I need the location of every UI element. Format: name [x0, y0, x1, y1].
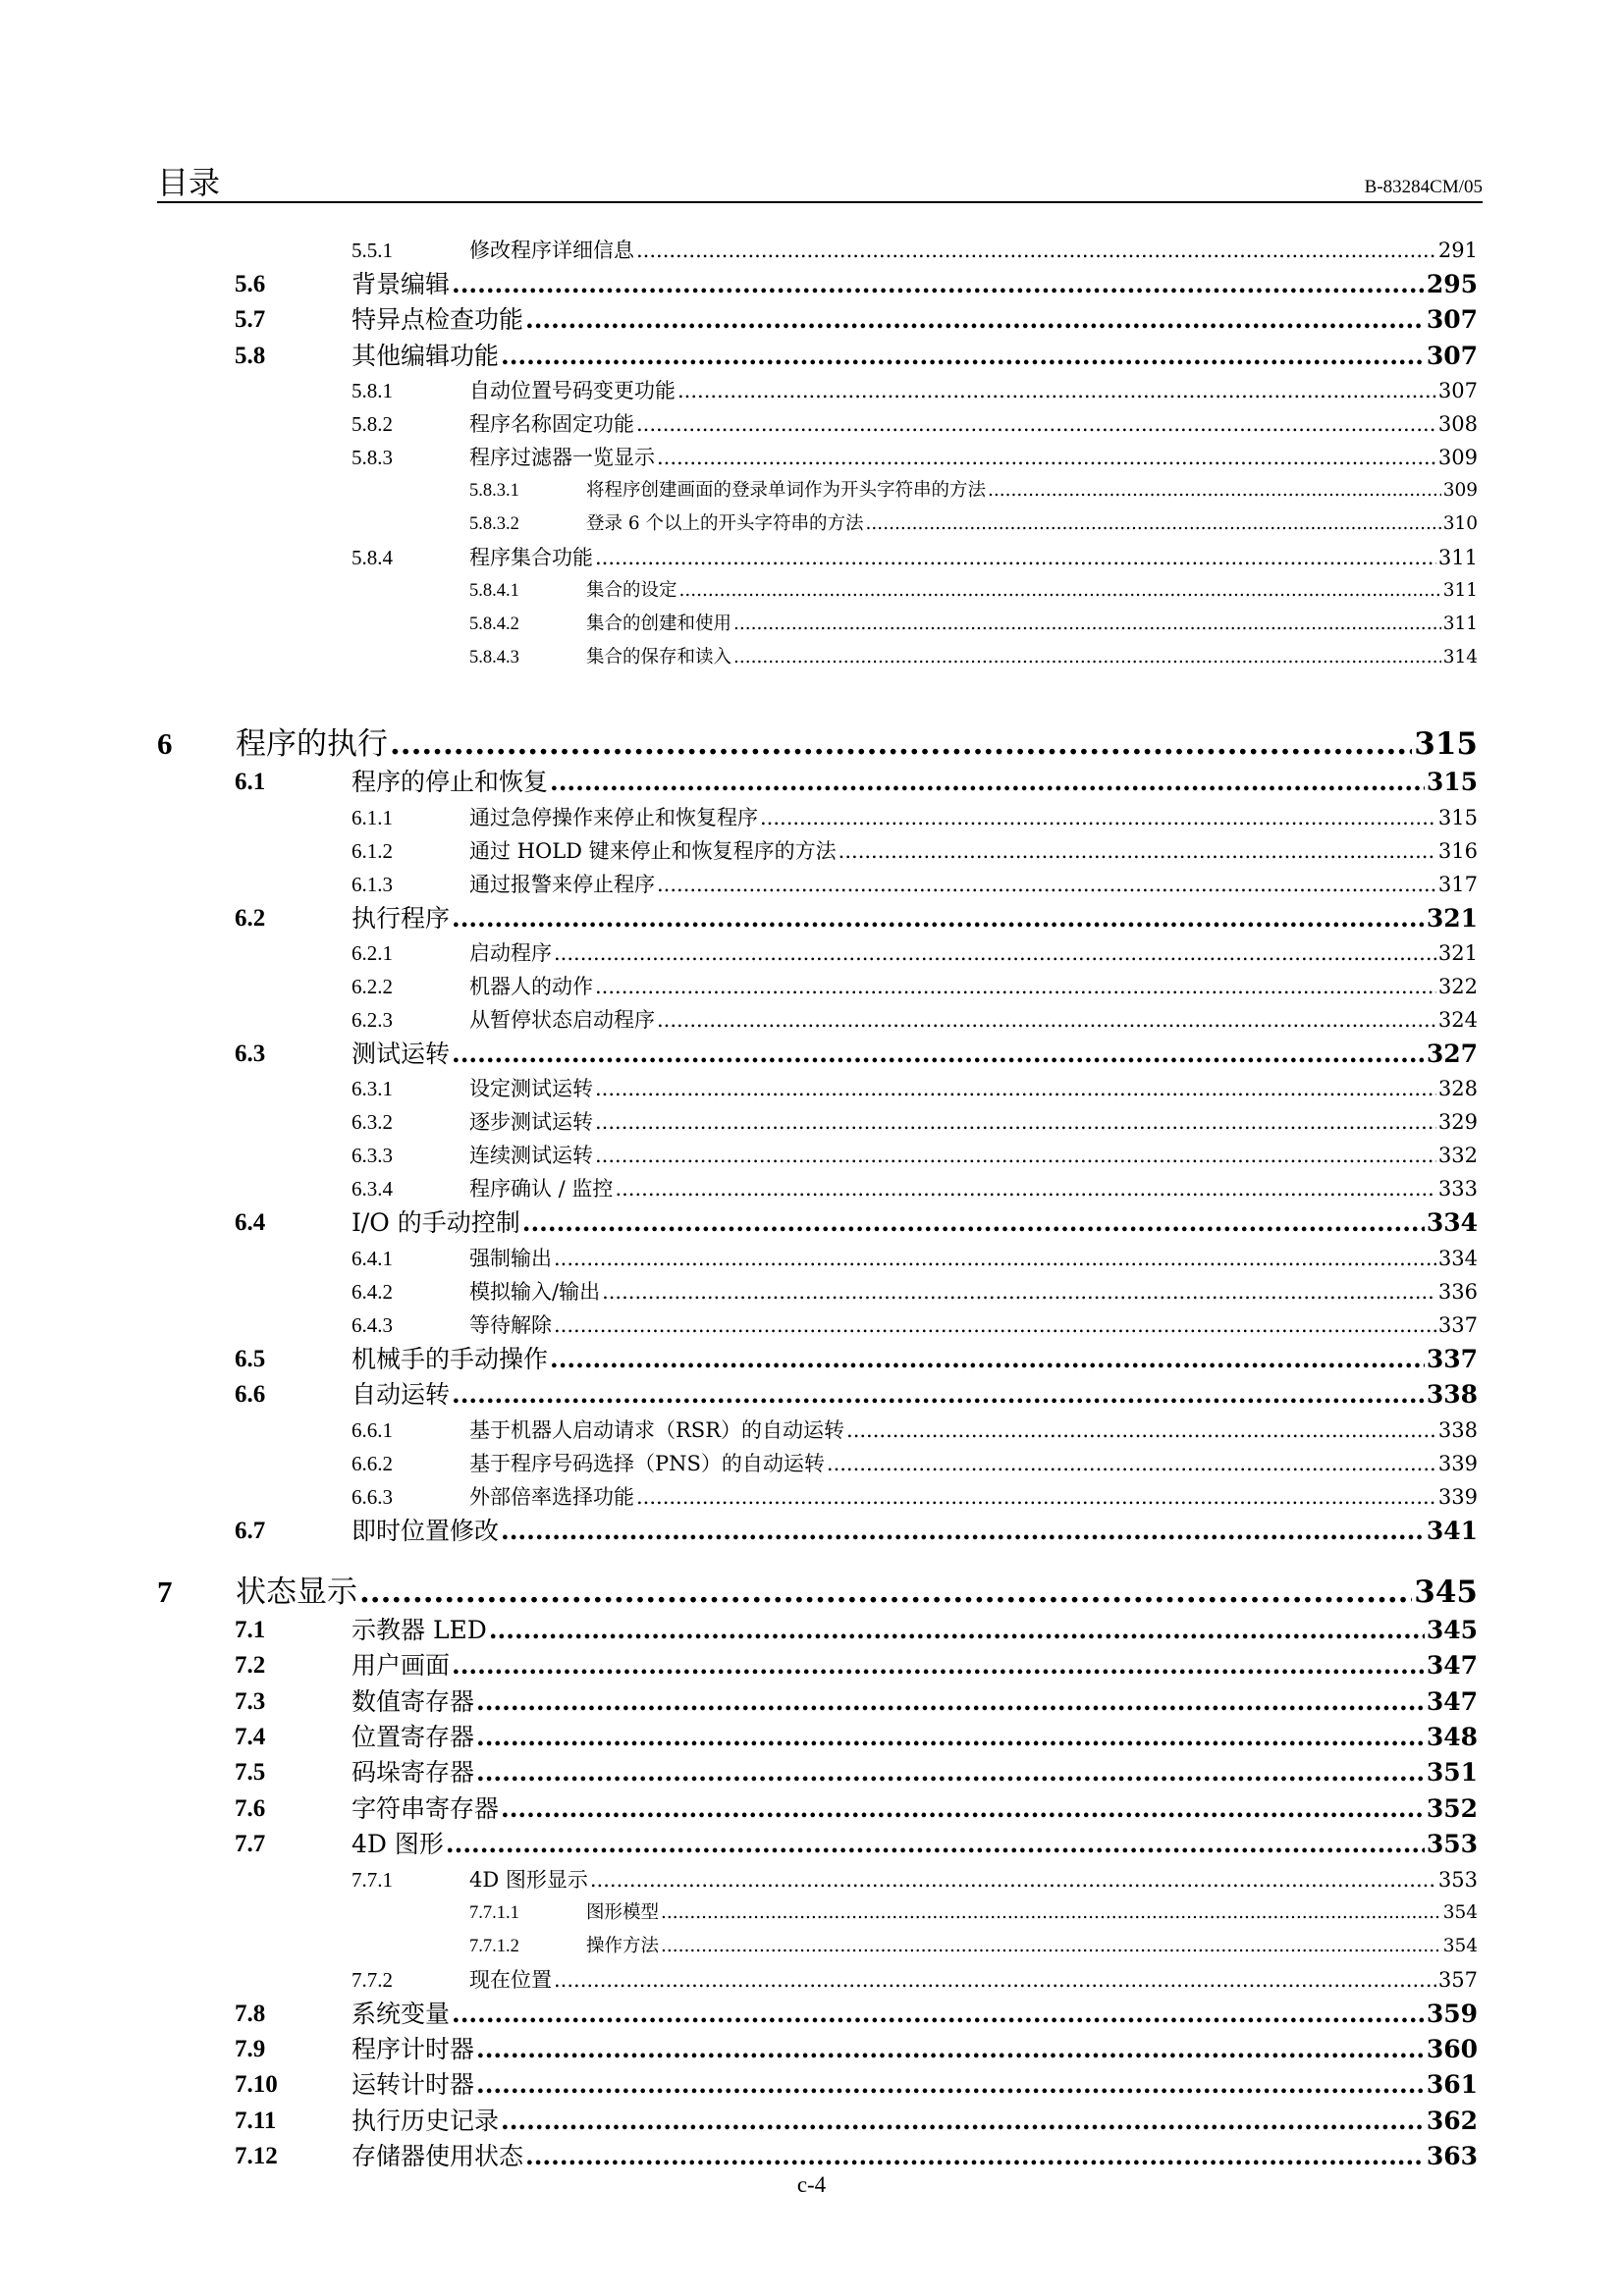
- toc-entry[interactable]: [157, 2032, 1478, 2067]
- toc-title: 执行历史记录: [352, 2106, 500, 2135]
- toc-page-number: 316: [1437, 838, 1478, 863]
- toc-title: 通过报警来停止程序: [469, 872, 655, 896]
- toc-page-number: 328: [1437, 1077, 1478, 1101]
- toc-dot-leader: [590, 1863, 1436, 1896]
- toc-page-number: 353: [1426, 1830, 1478, 1859]
- toc-number: 7.6: [235, 1794, 266, 1822]
- toc-title: 通过 HOLD 键来停止和恢复程序的方法: [469, 838, 837, 863]
- toc-page-number: 321: [1437, 940, 1478, 965]
- toc-page-number: 324: [1437, 1007, 1478, 1032]
- toc-entry[interactable]: [157, 2104, 1478, 2139]
- toc-title: 从暂停状态启动程序: [469, 1007, 655, 1032]
- toc-title: 特异点检查功能: [352, 305, 524, 335]
- toc-number: 6.7: [235, 1517, 266, 1544]
- toc-number: 7.7: [235, 1831, 266, 1858]
- toc-page-number: 332: [1437, 1144, 1478, 1168]
- toc-number: 6.3.2: [352, 1110, 393, 1135]
- toc-entry[interactable]: [157, 541, 1478, 574]
- toc-dot-leader: [452, 901, 1425, 936]
- toc-number: 7.4: [235, 1724, 266, 1751]
- toc-entry[interactable]: [157, 1172, 1478, 1205]
- toc-dot-leader: [489, 1613, 1425, 1648]
- toc-number: 5.8.4.1: [469, 581, 519, 602]
- toc-number: 5.8.3.2: [469, 514, 519, 535]
- toc-number: 7.3: [235, 1687, 266, 1715]
- toc-entry[interactable]: [157, 1037, 1478, 1072]
- toc-title: 程序计时器: [352, 2035, 475, 2064]
- toc-entry[interactable]: [157, 234, 1478, 267]
- toc-title: 自动位置号码变更功能: [469, 379, 676, 403]
- toc-title: 模拟输入/输出: [469, 1279, 601, 1304]
- toc-dot-leader: [501, 1514, 1425, 1549]
- toc-page-number: 315: [1414, 726, 1478, 763]
- toc-entry[interactable]: [157, 901, 1478, 936]
- toc-number: 7.8: [235, 2000, 266, 2027]
- toc-entry[interactable]: [157, 1242, 1478, 1275]
- toc-title: 集合的设定: [586, 580, 677, 602]
- toc-page-number: 307: [1437, 379, 1478, 403]
- toc-dot-leader: [733, 641, 1441, 674]
- toc-page-number: 348: [1426, 1723, 1478, 1752]
- toc-entry[interactable]: [157, 1414, 1478, 1447]
- toc-entry[interactable]: [157, 970, 1478, 1003]
- toc-dot-leader: [476, 1755, 1425, 1790]
- toc-entry[interactable]: [157, 1613, 1478, 1648]
- toc-page-number: 363: [1426, 2142, 1478, 2171]
- toc-title: 执行程序: [352, 903, 451, 933]
- toc-dot-leader: [554, 1963, 1436, 1997]
- toc-page-number: 354: [1442, 1901, 1478, 1923]
- toc-entry[interactable]: [157, 574, 1478, 608]
- toc-number: 6.2.2: [352, 974, 393, 998]
- toc-entry[interactable]: [157, 2067, 1478, 2103]
- toc-entry[interactable]: [157, 801, 1478, 834]
- toc-dot-leader: [595, 1105, 1436, 1139]
- toc-entry[interactable]: [157, 1863, 1478, 1896]
- toc-title: 运转计时器: [352, 2070, 475, 2100]
- toc-dot-leader: [390, 723, 1412, 765]
- toc-dot-leader: [661, 1930, 1441, 1963]
- toc-number: 6.3: [235, 1040, 266, 1067]
- toc-page-number: 310: [1442, 513, 1478, 535]
- toc-number: 5.8.4.2: [469, 614, 519, 635]
- toc-title: 4D 图形显示: [469, 1867, 588, 1892]
- toc-page-number: 308: [1437, 412, 1478, 437]
- toc-dot-leader: [452, 1037, 1425, 1072]
- toc-title: 用户画面: [352, 1651, 451, 1681]
- toc-dot-leader: [452, 267, 1425, 302]
- toc-dot-leader: [359, 1572, 1412, 1613]
- toc-entry[interactable]: [157, 1105, 1478, 1139]
- toc-dot-leader: [846, 1414, 1436, 1447]
- toc-number: 6.4.3: [352, 1312, 393, 1337]
- toc-title: 程序确认 / 监控: [469, 1177, 614, 1201]
- toc-dot-leader: [636, 407, 1436, 441]
- toc-dot-leader: [446, 1827, 1425, 1862]
- page-number: c-4: [796, 2172, 827, 2197]
- table-of-contents: [157, 234, 1478, 2175]
- toc-page-number: 337: [1437, 1312, 1478, 1337]
- toc-page-number: 334: [1426, 1208, 1478, 1238]
- toc-dot-leader: [595, 541, 1436, 574]
- toc-page-number: 307: [1426, 341, 1478, 370]
- toc-dot-leader: [602, 1275, 1436, 1308]
- toc-number: 6: [157, 726, 173, 762]
- toc-dot-leader: [866, 507, 1441, 541]
- toc-entry[interactable]: [157, 474, 1478, 507]
- toc-title: 程序名称固定功能: [469, 412, 634, 437]
- toc-entry[interactable]: [157, 1755, 1478, 1790]
- toc-number: 6.2.1: [352, 940, 393, 965]
- toc-dot-leader: [595, 970, 1436, 1003]
- toc-title: 操作方法: [586, 1935, 660, 1956]
- toc-page-number: 341: [1426, 1516, 1478, 1545]
- toc-page-number: 311: [1442, 614, 1478, 635]
- toc-number: 5.5.1: [352, 239, 393, 262]
- toc-title: 集合的创建和使用: [586, 614, 732, 635]
- toc-page-number: 307: [1426, 305, 1478, 335]
- toc-number: 6.1: [235, 769, 266, 796]
- toc-entry[interactable]: [157, 1139, 1478, 1172]
- toc-number: 6.2: [235, 904, 266, 932]
- toc-dot-leader: [679, 574, 1441, 608]
- toc-title: 将程序创建画面的登录单词作为开头字符串的方法: [586, 480, 987, 502]
- toc-title: 图形模型: [586, 1901, 660, 1923]
- toc-title: 基于程序号码选择（PNS）的自动运转: [469, 1451, 825, 1475]
- toc-number: 6.3.3: [352, 1144, 393, 1168]
- toc-title: 登录 6 个以上的开头字符串的方法: [586, 513, 864, 535]
- toc-page-number: 339: [1437, 1484, 1478, 1509]
- toc-chapter[interactable]: [157, 723, 1478, 765]
- toc-dot-leader: [615, 1172, 1435, 1205]
- toc-number: 5.8: [235, 342, 266, 369]
- toc-entry[interactable]: [157, 868, 1478, 901]
- toc-number: 6.4: [235, 1209, 266, 1237]
- toc-entry[interactable]: [157, 407, 1478, 441]
- toc-dot-leader: [657, 868, 1436, 901]
- toc-dot-leader: [525, 2139, 1425, 2174]
- toc-number: 6.1.1: [352, 805, 393, 829]
- toc-entry[interactable]: [157, 1447, 1478, 1480]
- toc-title: 强制输出: [469, 1246, 552, 1270]
- toc-entry[interactable]: [157, 1275, 1478, 1308]
- toc-page-number: 357: [1437, 1967, 1478, 1992]
- toc-number: 6.6: [235, 1381, 266, 1409]
- toc-entry[interactable]: [157, 2139, 1478, 2174]
- toc-dot-leader: [595, 1139, 1436, 1172]
- toc-title: 其他编辑功能: [352, 341, 500, 370]
- toc-entry[interactable]: [157, 1791, 1478, 1827]
- toc-number: 5.8.4: [352, 546, 393, 570]
- toc-number: 7.10: [235, 2071, 278, 2099]
- toc-page-number: 309: [1437, 446, 1478, 470]
- toc-page-number: 354: [1442, 1935, 1478, 1956]
- toc-number: 5.8.1: [352, 379, 393, 403]
- toc-dot-leader: [550, 1342, 1425, 1377]
- toc-dot-leader: [476, 1684, 1425, 1720]
- toc-page-number: 352: [1426, 1793, 1478, 1823]
- toc-number: 6.1.3: [352, 872, 393, 896]
- toc-page-number: 361: [1426, 2070, 1478, 2100]
- toc-title: 背景编辑: [352, 270, 451, 298]
- toc-title: 4D 图形: [352, 1830, 444, 1859]
- toc-chapter[interactable]: [157, 1572, 1478, 1613]
- toc-dot-leader: [760, 801, 1436, 834]
- toc-page-number: 351: [1426, 1758, 1478, 1788]
- toc-dot-leader: [657, 1003, 1436, 1037]
- toc-number: 7.12: [235, 2143, 278, 2170]
- toc-dot-leader: [525, 302, 1425, 338]
- toc-page-number: 347: [1426, 1686, 1478, 1716]
- toc-entry[interactable]: [157, 1514, 1478, 1549]
- toc-page-number: 339: [1437, 1451, 1478, 1475]
- toc-entry[interactable]: [157, 1997, 1478, 2032]
- toc-dot-leader: [550, 765, 1425, 800]
- toc-entry[interactable]: [157, 641, 1478, 674]
- toc-dot-leader: [827, 1447, 1436, 1480]
- toc-title: 机器人的动作: [469, 974, 593, 998]
- toc-page-number: 338: [1437, 1417, 1478, 1442]
- toc-page-number: 360: [1426, 2035, 1478, 2064]
- toc-dot-leader: [661, 1896, 1441, 1930]
- header-rule: [157, 201, 1483, 203]
- toc-title: 通过急停操作来停止和恢复程序: [469, 805, 758, 829]
- toc-page-number: 337: [1426, 1344, 1478, 1373]
- toc-page-number: 322: [1437, 974, 1478, 998]
- toc-number: 5.8.2: [352, 412, 393, 437]
- toc-entry[interactable]: [157, 1648, 1478, 1683]
- toc-number: 5.8.4.3: [469, 648, 519, 668]
- toc-dot-leader: [476, 2032, 1425, 2067]
- toc-dot-leader: [657, 441, 1436, 474]
- toc-page-number: 321: [1426, 903, 1478, 933]
- toc-entry[interactable]: [157, 1205, 1478, 1241]
- toc-number: 6.6.3: [352, 1484, 393, 1509]
- toc-number: 6.1.2: [352, 838, 393, 863]
- toc-title: 即时位置修改: [352, 1516, 500, 1545]
- toc-title: 存储器使用状态: [352, 2142, 524, 2171]
- toc-title: 自动运转: [352, 1380, 451, 1410]
- toc-dot-leader: [501, 1791, 1425, 1827]
- toc-page-number: 353: [1437, 1867, 1478, 1892]
- toc-entry[interactable]: [157, 1072, 1478, 1105]
- toc-number: 6.4.2: [352, 1279, 393, 1304]
- toc-title: 状态显示: [236, 1574, 357, 1610]
- toc-number: 6.3.1: [352, 1077, 393, 1101]
- toc-entry[interactable]: [157, 936, 1478, 970]
- toc-entry[interactable]: [157, 1342, 1478, 1377]
- toc-title: 集合的保存和读入: [586, 647, 732, 668]
- toc-number: 6.3.4: [352, 1177, 393, 1201]
- toc-title: 基于机器人启动请求（RSR）的自动运转: [469, 1417, 845, 1442]
- toc-entry[interactable]: [157, 1377, 1478, 1413]
- toc-page-number: 311: [1442, 580, 1478, 602]
- toc-dot-leader: [501, 339, 1425, 374]
- toc-entry[interactable]: [157, 834, 1478, 868]
- toc-number: 7.11: [235, 2107, 277, 2134]
- toc-dot-leader: [839, 834, 1436, 868]
- toc-entry[interactable]: [157, 507, 1478, 541]
- toc-title: 程序集合功能: [469, 546, 593, 570]
- toc-dot-leader: [988, 474, 1441, 507]
- toc-page-number: 334: [1437, 1246, 1478, 1270]
- toc-title: I/O 的手动控制: [352, 1208, 520, 1238]
- toc-dot-leader: [452, 1377, 1425, 1413]
- toc-number: 6.6.1: [352, 1417, 393, 1442]
- toc-dot-leader: [677, 374, 1436, 407]
- toc-entry[interactable]: [157, 608, 1478, 641]
- toc-title: 外部倍率选择功能: [469, 1484, 634, 1509]
- toc-title: 修改程序详细信息: [469, 239, 634, 262]
- toc-number: 6.5: [235, 1345, 266, 1372]
- toc-page-number: 295: [1426, 270, 1478, 298]
- toc-entry[interactable]: [157, 1827, 1478, 1862]
- toc-entry[interactable]: [157, 1930, 1478, 1963]
- toc-page-number: 317: [1437, 872, 1478, 896]
- toc-page-number: 345: [1426, 1615, 1478, 1644]
- toc-page-number: 315: [1437, 805, 1478, 829]
- toc-title: 等待解除: [469, 1312, 552, 1337]
- toc-page-number: 359: [1426, 1999, 1478, 2028]
- toc-dot-leader: [476, 2067, 1425, 2103]
- toc-title: 逐步测试运转: [469, 1110, 593, 1135]
- toc-title: 设定测试运转: [469, 1077, 593, 1101]
- toc-number: 6.2.3: [352, 1007, 393, 1032]
- toc-title: 字符串寄存器: [352, 1793, 500, 1823]
- toc-page-number: 315: [1426, 768, 1478, 797]
- toc-number: 7.7.1.1: [469, 1902, 519, 1923]
- toc-entry[interactable]: [157, 339, 1478, 374]
- toc-page-number: 309: [1442, 480, 1478, 502]
- toc-dot-leader: [476, 1720, 1425, 1755]
- toc-dot-leader: [452, 1648, 1425, 1683]
- document-code: B-83284CM/05: [1364, 177, 1483, 197]
- toc-number: 6.6.2: [352, 1451, 393, 1475]
- toc-page-number: 336: [1437, 1279, 1478, 1304]
- toc-entry[interactable]: [157, 302, 1478, 338]
- toc-title: 程序过滤器一览显示: [469, 446, 655, 470]
- toc-dot-leader: [636, 1480, 1436, 1514]
- toc-dot-leader: [636, 234, 1436, 267]
- toc-dot-leader: [522, 1205, 1425, 1241]
- toc-number: 7.1: [235, 1616, 266, 1643]
- toc-entry[interactable]: [157, 1896, 1478, 1930]
- toc-title: 示教器 LED: [352, 1615, 487, 1644]
- toc-dot-leader: [554, 1242, 1436, 1275]
- toc-title: 机械手的手动操作: [352, 1344, 549, 1373]
- toc-dot-leader: [452, 1997, 1425, 2032]
- toc-entry[interactable]: [157, 441, 1478, 474]
- toc-title: 现在位置: [469, 1967, 552, 1992]
- toc-page-number: 291: [1437, 239, 1478, 262]
- toc-number: 7: [157, 1574, 173, 1609]
- toc-entry[interactable]: [157, 1963, 1478, 1997]
- toc-page-number: 362: [1426, 2106, 1478, 2135]
- toc-title: 位置寄存器: [352, 1723, 475, 1752]
- toc-number: 7.9: [235, 2036, 266, 2063]
- toc-title: 系统变量: [352, 1999, 451, 2028]
- toc-title: 程序的执行: [236, 726, 388, 763]
- toc-title: 数值寄存器: [352, 1686, 475, 1716]
- toc-number: 7.7.2: [352, 1967, 393, 1992]
- toc-dot-leader: [554, 1308, 1436, 1342]
- toc-page-number: 329: [1437, 1110, 1478, 1135]
- toc-dot-leader: [595, 1072, 1436, 1105]
- toc-title: 测试运转: [352, 1039, 451, 1068]
- toc-number: 7.7.1.2: [469, 1936, 519, 1956]
- toc-entry[interactable]: [157, 267, 1478, 302]
- toc-page-number: 333: [1437, 1177, 1478, 1201]
- toc-entry[interactable]: [157, 765, 1478, 800]
- toc-dot-leader: [554, 936, 1436, 970]
- toc-title: 程序的停止和恢复: [352, 768, 549, 797]
- toc-page-number: 327: [1426, 1039, 1478, 1068]
- toc-entry[interactable]: [157, 1308, 1478, 1342]
- toc-number: 7.7.1: [352, 1867, 393, 1892]
- toc-title: 码垛寄存器: [352, 1758, 475, 1788]
- toc-title: 连续测试运转: [469, 1144, 593, 1168]
- toc-dot-leader: [733, 608, 1441, 641]
- toc-page-number: 338: [1426, 1380, 1478, 1410]
- toc-page-number: 314: [1442, 647, 1478, 668]
- toc-entry[interactable]: [157, 1720, 1478, 1755]
- toc-dot-leader: [501, 2104, 1425, 2139]
- toc-page-number: 311: [1437, 546, 1478, 570]
- toc-number: 7.5: [235, 1759, 266, 1787]
- toc-entry[interactable]: [157, 374, 1478, 407]
- toc-number: 5.8.3.1: [469, 481, 519, 502]
- toc-page-number: 345: [1414, 1574, 1478, 1610]
- toc-entry[interactable]: [157, 1684, 1478, 1720]
- header-title: 目录: [157, 164, 221, 201]
- toc-title: 启动程序: [469, 940, 552, 965]
- toc-number: 7.2: [235, 1652, 266, 1680]
- toc-number: 5.7: [235, 306, 266, 334]
- toc-page-number: 347: [1426, 1651, 1478, 1681]
- toc-entry[interactable]: [157, 1003, 1478, 1037]
- toc-number: 5.8.3: [352, 446, 393, 470]
- toc-number: 6.4.1: [352, 1246, 393, 1270]
- toc-entry[interactable]: [157, 1480, 1478, 1514]
- toc-number: 5.6: [235, 271, 266, 297]
